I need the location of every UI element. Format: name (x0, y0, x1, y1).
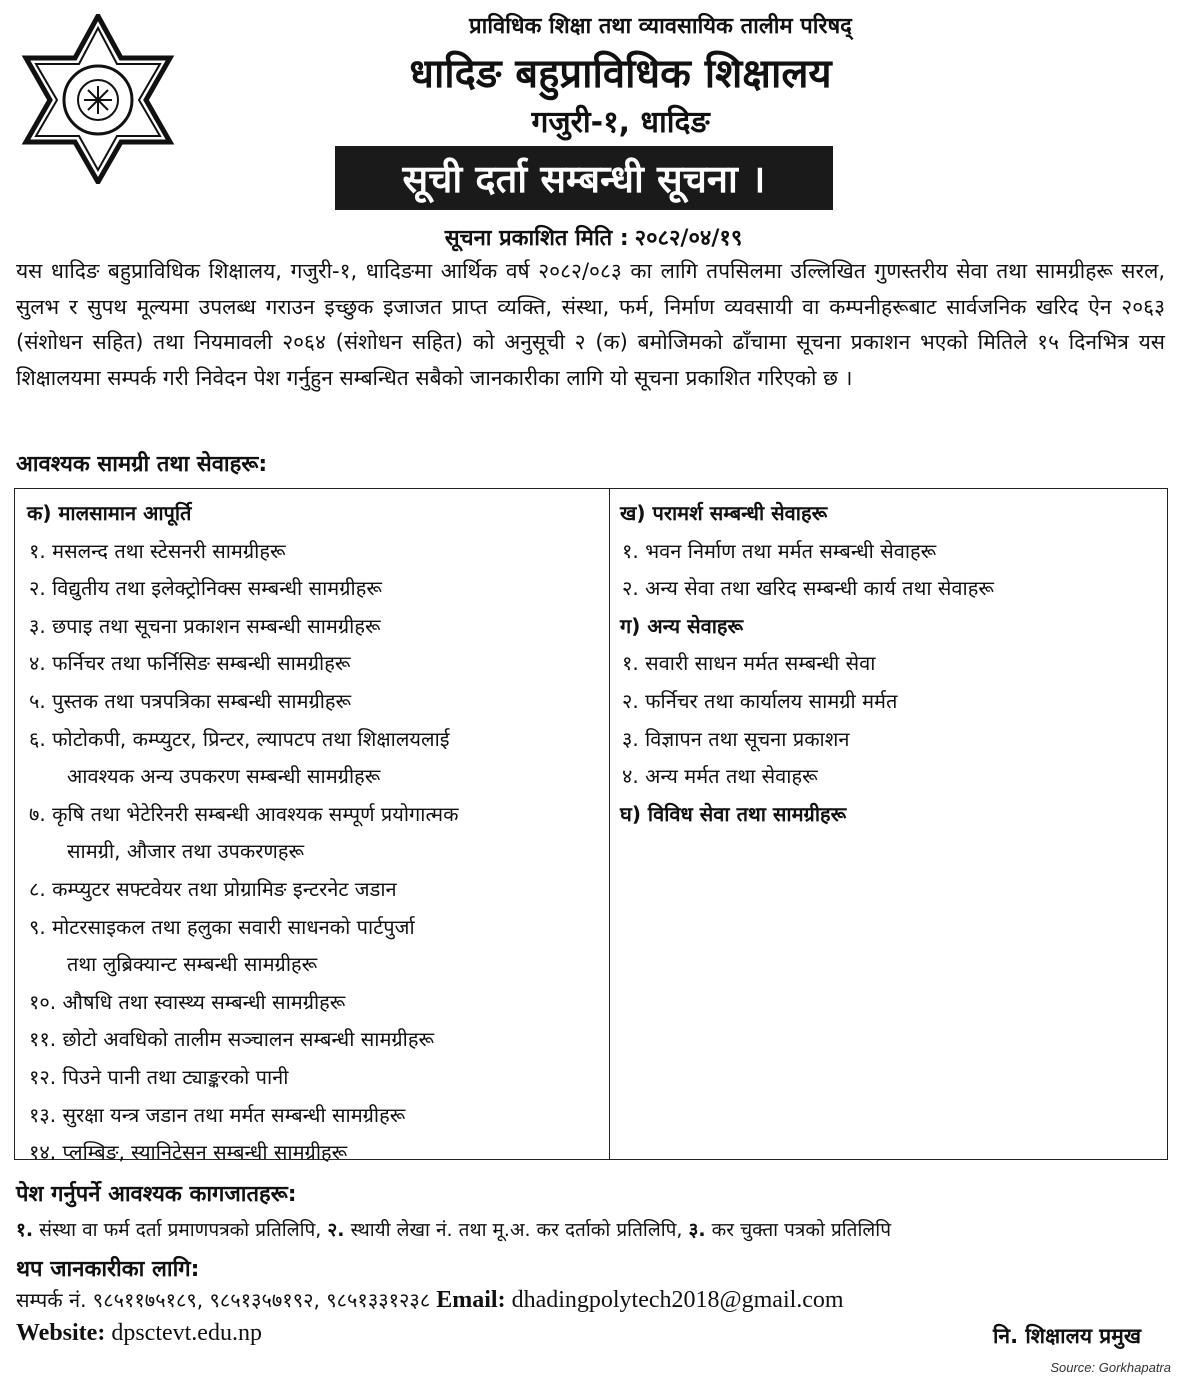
item-text: सुरक्षा यन्त्र जडान तथा मर्मत सम्बन्धी सामग्रीहरू (62, 1102, 406, 1127)
document-item: कर चुक्ता पत्रको प्रतिलिपि (711, 1219, 892, 1241)
item-number: ३. (29, 613, 46, 638)
list-item (27, 683, 609, 721)
list-item (27, 796, 609, 834)
item-text: फर्निचर तथा फर्निसिङ सम्बन्धी सामग्रीहरू (52, 651, 351, 676)
document-item: संस्था वा फर्म दर्ता प्रमाणपत्रको प्रतिलिपि, (39, 1219, 322, 1241)
document-number: ३. (688, 1219, 706, 1241)
goods-list (27, 533, 609, 1172)
notice-title-banner: सूची दर्ता सम्बन्धी सूचना । (335, 146, 833, 210)
notice-paragraph: यस धादिङ बहुप्राविधिक शिक्षालय, गजुरी-१, धादिङमा आर्थिक वर्ष २०८२/०८३ का लागि तपसिलमा उल्लिखित गुणस्तरीय सेवा तथा सामग्रीहरू सरल, सुलभ र सुपथ मूल्यमा उपलब्ध गराउन इच्छुक इजाजत प्राप्त व्यक्ति, संस्था, फर्म, निर्माण व्यवसायी वा कम्पनीहरूबाट सार्वजनिक खरिद ऐन २०६३ (संशोधन सहित) तथा नियमावली २०६४ (संशोधन सहित) को अनुसूची २ (क) बमोजिमको ढाँचामा सूचना प्रकाशन भएको मितिले १५ दिनभित्र यस शिक्षालयमा सम्पर्क गरी निवेदन पेश गर्नुहुन सम्बन्धित सबैको जानकारीका लागि यो सूचना प्रकाशित गरिएको छ । (16, 259, 1165, 390)
list-item (27, 1134, 609, 1172)
services-column (610, 489, 1167, 1159)
list-item (620, 721, 1157, 759)
item-number: १४. (29, 1140, 57, 1165)
item-number: १. (622, 651, 639, 676)
other-services-heading: ग) अन्य सेवाहरू (620, 613, 744, 638)
item-text: प्लम्बिङ, स्यानिटेसन सम्बन्धी सामग्रीहरू (62, 1140, 348, 1165)
other-services-list (620, 645, 1157, 795)
list-item (620, 533, 1157, 571)
item-number: २. (29, 576, 46, 601)
item-number: ८. (29, 876, 46, 901)
item-text: विज्ञापन तथा सूचना प्रकाशन (645, 726, 850, 751)
list-item (620, 758, 1157, 796)
item-text: अन्य सेवा तथा खरिद सम्बन्धी कार्य तथा सेवाहरू (645, 576, 994, 601)
list-item (27, 645, 609, 683)
services-table (14, 488, 1168, 1165)
required-items-heading: आवश्यक सामग्री तथा सेवाहरू: (16, 452, 268, 477)
item-number: ९. (29, 914, 46, 939)
list-item (27, 984, 609, 1022)
source-credit: Source: Gorkhapatra (1050, 1360, 1171, 1375)
list-item (27, 533, 609, 571)
item-text: औषधि तथा स्वास्थ्य सम्बन्धी सामग्रीहरू (62, 989, 346, 1014)
published-date-line (0, 222, 1181, 252)
website-label: Website: (16, 1320, 106, 1346)
item-number: ४. (29, 651, 46, 676)
item-number: १. (29, 538, 46, 563)
list-item (27, 570, 609, 608)
item-text: पिउने पानी तथा ट्याङ्करको पानी (62, 1064, 289, 1089)
college-address: गजुरी-१, धादिङ (531, 105, 710, 140)
list-item (27, 1059, 609, 1097)
contact-line (16, 1286, 844, 1314)
item-number: १२. (29, 1064, 57, 1089)
item-number: ५. (29, 688, 46, 713)
signatory: नि. शिक्षालय प्रमुख (992, 1324, 1141, 1348)
document-item: स्थायी लेखा नं. तथा मू.अ. कर दर्ताको प्रतिलिपि, (350, 1219, 683, 1241)
list-item (27, 871, 609, 909)
item-text: कम्प्युटर सफ्टवेयर तथा प्रोग्रामिङ इन्टरनेट जडान (52, 876, 397, 901)
list-item (27, 909, 609, 947)
contact-heading: थप जानकारीका लागि: (16, 1257, 200, 1282)
college-name: धादिङ बहुप्राविधिक शिक्षालय (409, 51, 832, 97)
item-text: मोटरसाइकल तथा हलुका सवारी साधनको पार्टपुर्जा (52, 914, 415, 939)
item-text: पुस्तक तथा पत्रपत्रिका सम्बन्धी सामग्रीहरू (52, 688, 352, 713)
misc-heading: घ) विविध सेवा तथा सामग्रीहरू (620, 801, 847, 826)
item-number: १३. (29, 1102, 57, 1127)
document-number: १. (16, 1219, 34, 1241)
consulting-list (620, 533, 1157, 608)
item-number: ३. (622, 726, 639, 751)
item-number: ४. (622, 764, 639, 789)
council-name: प्राविधिक शिक्षा तथा व्यावसायिक तालीम परिषद् (469, 14, 852, 39)
item-text-continued: सामग्री, औजार तथा उपकरणहरू (67, 839, 305, 864)
item-text: मसलन्द तथा स्टेसनरी सामग्रीहरू (52, 538, 286, 563)
published-date: २०८२/०४/१९ (634, 226, 743, 251)
item-text: छोटो अवधिको तालीम सञ्चालन सम्बन्धी सामग्रीहरू (62, 1027, 435, 1052)
list-item (620, 645, 1157, 683)
item-text: विद्युतीय तथा इलेक्ट्रोनिक्स सम्बन्धी सामग्रीहरू (52, 576, 382, 601)
item-text: सवारी साधन मर्मत सम्बन्धी सेवा (645, 651, 876, 676)
item-text: कृषि तथा भेटेरिनरी सम्बन्धी आवश्यक सम्पूर्ण प्रयोगात्मक (52, 801, 459, 826)
phone-numbers: सम्पर्क नं. ९८५११७५१८९, ९८५१३५७१९२, ९८५१३३१२३८ (16, 1288, 431, 1312)
item-number: ६. (29, 726, 46, 751)
list-item (27, 721, 609, 759)
published-label: सूचना प्रकाशित मिति : (444, 226, 629, 251)
item-text-continued: तथा लुब्रिक्यान्ट सम्बन्धी सामग्रीहरू (67, 952, 318, 977)
list-item (27, 608, 609, 646)
website-url[interactable]: dpsctevt.edu.np (111, 1320, 262, 1346)
email-label: Email: (436, 1287, 506, 1313)
document-number: २. (327, 1219, 345, 1241)
item-number: ७. (29, 801, 46, 826)
goods-heading: क) मालसामान आपूर्ति (27, 501, 192, 525)
list-item (620, 570, 1157, 608)
goods-column (15, 489, 610, 1165)
item-text: फर्निचर तथा कार्यालय सामग्री मर्मत (645, 688, 898, 713)
list-item (620, 683, 1157, 721)
list-item (27, 1021, 609, 1059)
documents-heading: पेश गर्नुपर्ने आवश्यक कागजातहरू: (16, 1182, 297, 1207)
item-number: २. (622, 688, 639, 713)
consulting-heading: ख) परामर्श सम्बन्धी सेवाहरू (620, 501, 828, 525)
website-line (16, 1320, 262, 1347)
item-text: भवन निर्माण तथा मर्मत सम्बन्धी सेवाहरू (645, 538, 937, 563)
item-text: अन्य मर्मत तथा सेवाहरू (645, 764, 818, 789)
item-number: १. (622, 538, 639, 563)
list-item (27, 1097, 609, 1135)
item-text-continued: आवश्यक अन्य उपकरण सम्बन्धी सामग्रीहरू (67, 764, 381, 789)
item-text: फोटोकपी, कम्प्युटर, प्रिन्टर, ल्यापटप तथा शिक्षालयलाई (52, 726, 450, 751)
item-number: ११. (29, 1027, 57, 1052)
documents-list (16, 1216, 891, 1242)
item-number: २. (622, 576, 639, 601)
item-text: छपाइ तथा सूचना प्रकाशन सम्बन्धी सामग्रीहरू (52, 613, 381, 638)
email-address[interactable]: dhadingpolytech2018@gmail.com (511, 1287, 844, 1313)
item-number: १०. (29, 989, 57, 1014)
